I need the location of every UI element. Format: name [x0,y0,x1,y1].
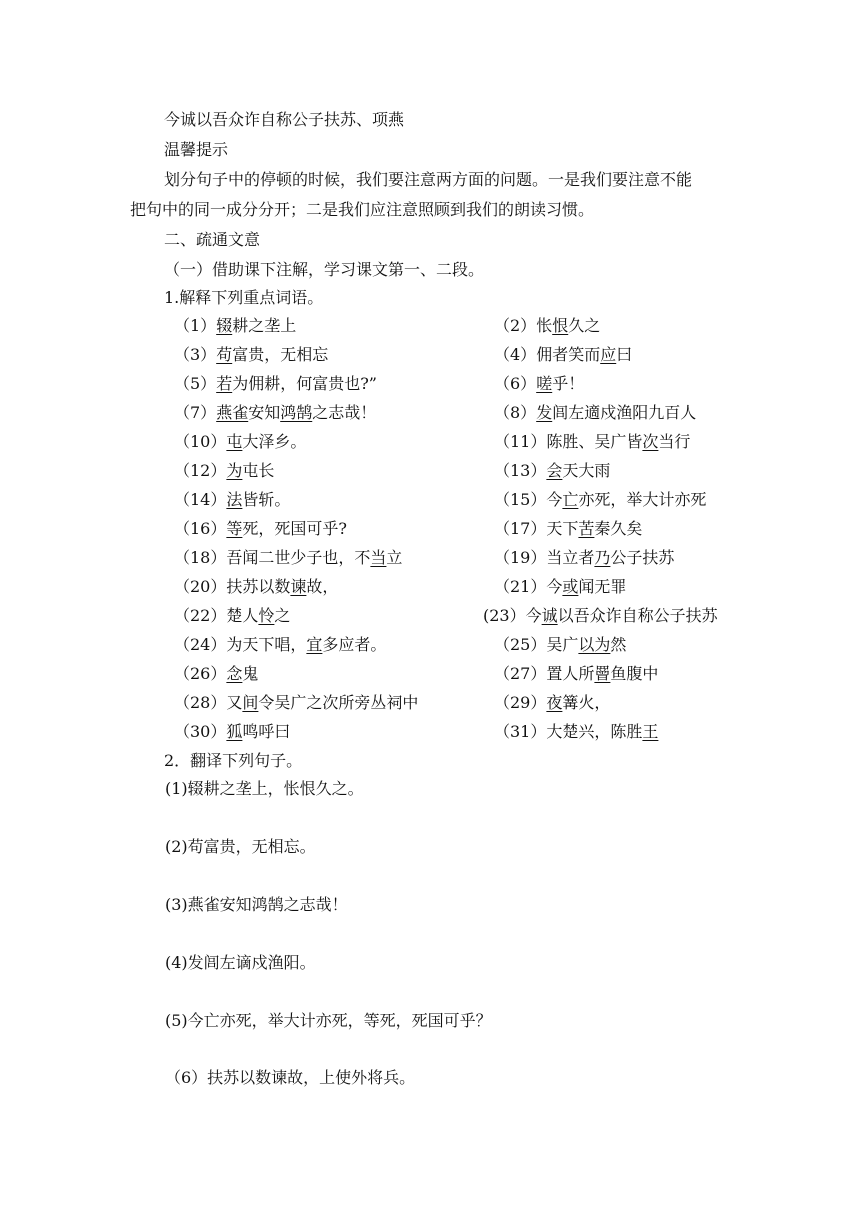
vocab-item-6: （6）嗟乎！ [494,374,585,393]
vocab-item-4: （4）佣者笑而应曰 [494,345,633,364]
vocab-item-8: （8）发闾左適戍渔阳九百人 [494,403,697,422]
vocab-item-21: （21）今或闻无罪 [494,577,627,596]
task-2-heading: 2．翻译下列句子。 [164,751,303,770]
vocab-item-24: （24）为天下唱，宜多应者。 [174,635,387,654]
translation-sentence-6: （6）扶苏以数谏故，上使外将兵。 [165,1068,416,1087]
vocab-item-16: （16）等死，死国可乎? [174,519,347,538]
translation-sentence-4: (4)发闾左谪戍渔阳。 [165,953,316,972]
translation-sentence-2: (2)苟富贵，无相忘。 [165,837,316,856]
vocab-item-27: （27）置人所罾鱼腹中 [494,664,659,683]
vocab-item-13: （13）会天大雨 [494,461,611,480]
vocab-item-12: （12）为屯长 [174,461,275,480]
tip-paragraph-line-1: 划分句子中的停顿的时候，我们要注意两方面的问题。一是我们要注意不能 [164,170,693,189]
vocab-item-18: （18）吾闻二世少子也，不当立 [174,548,403,567]
vocab-item-3: （3）苟富贵，无相忘 [174,345,329,364]
vocab-item-31: （31）大楚兴，陈胜王 [494,722,659,741]
intro-sentence: 今诚以吾众诈自称公子扶苏、项燕 [164,110,405,129]
vocab-item-11: （11）陈胜、吴广皆次当行 [494,432,691,451]
vocab-item-25: （25）吴广以为然 [494,635,627,654]
vocab-item-23: (23）今诚以吾众诈自称公子扶苏 [483,606,718,625]
vocab-item-19: （19）当立者乃公子扶苏 [494,548,675,567]
vocab-item-29: （29）夜篝火， [494,693,611,712]
vocab-item-26: （26）念鬼 [174,664,259,683]
translation-sentence-1: (1)辍耕之垄上，怅恨久之。 [165,779,364,798]
vocab-item-5: （5）若为佣耕，何富贵也?” [174,374,377,393]
vocab-item-2: （2）怅恨久之 [494,316,601,335]
tip-paragraph-line-2: 把句中的同一成分分开；二是我们应注意照顾到我们的朗读习惯。 [130,200,595,219]
vocab-item-30: （30）狐鸣呼曰 [174,722,291,741]
vocab-item-1: （1）辍耕之垄上 [174,316,297,335]
vocab-item-14: （14）法皆斩。 [174,490,291,509]
translation-sentence-5: (5)今亡亦死，举大计亦死，等死，死国可乎？ [165,1011,492,1030]
section-heading: 二、疏通文意 [164,230,261,249]
translation-sentence-3: (3)燕雀安知鸿鹄之志哉！ [165,895,348,914]
subsection-heading: （一）借助课下注解，学习课文第一、二段。 [164,260,485,279]
vocab-item-28: （28）又间令吴广之次所旁丛祠中 [174,693,419,712]
vocab-item-7: （7）燕雀安知鸿鹄之志哉！ [174,403,377,422]
vocab-item-20: （20）扶苏以数谏故， [174,577,339,596]
vocab-item-17: （17）天下苦秦久矣 [494,519,643,538]
vocab-item-10: （10）屯大泽乡。 [174,432,307,451]
vocab-item-15: （15）今亡亦死，举大计亦死 [494,490,707,509]
task-1-heading: 1.解释下列重点词语。 [164,288,324,307]
tip-title: 温馨提示 [164,140,229,159]
vocab-item-22: （22）楚人怜之 [174,606,291,625]
